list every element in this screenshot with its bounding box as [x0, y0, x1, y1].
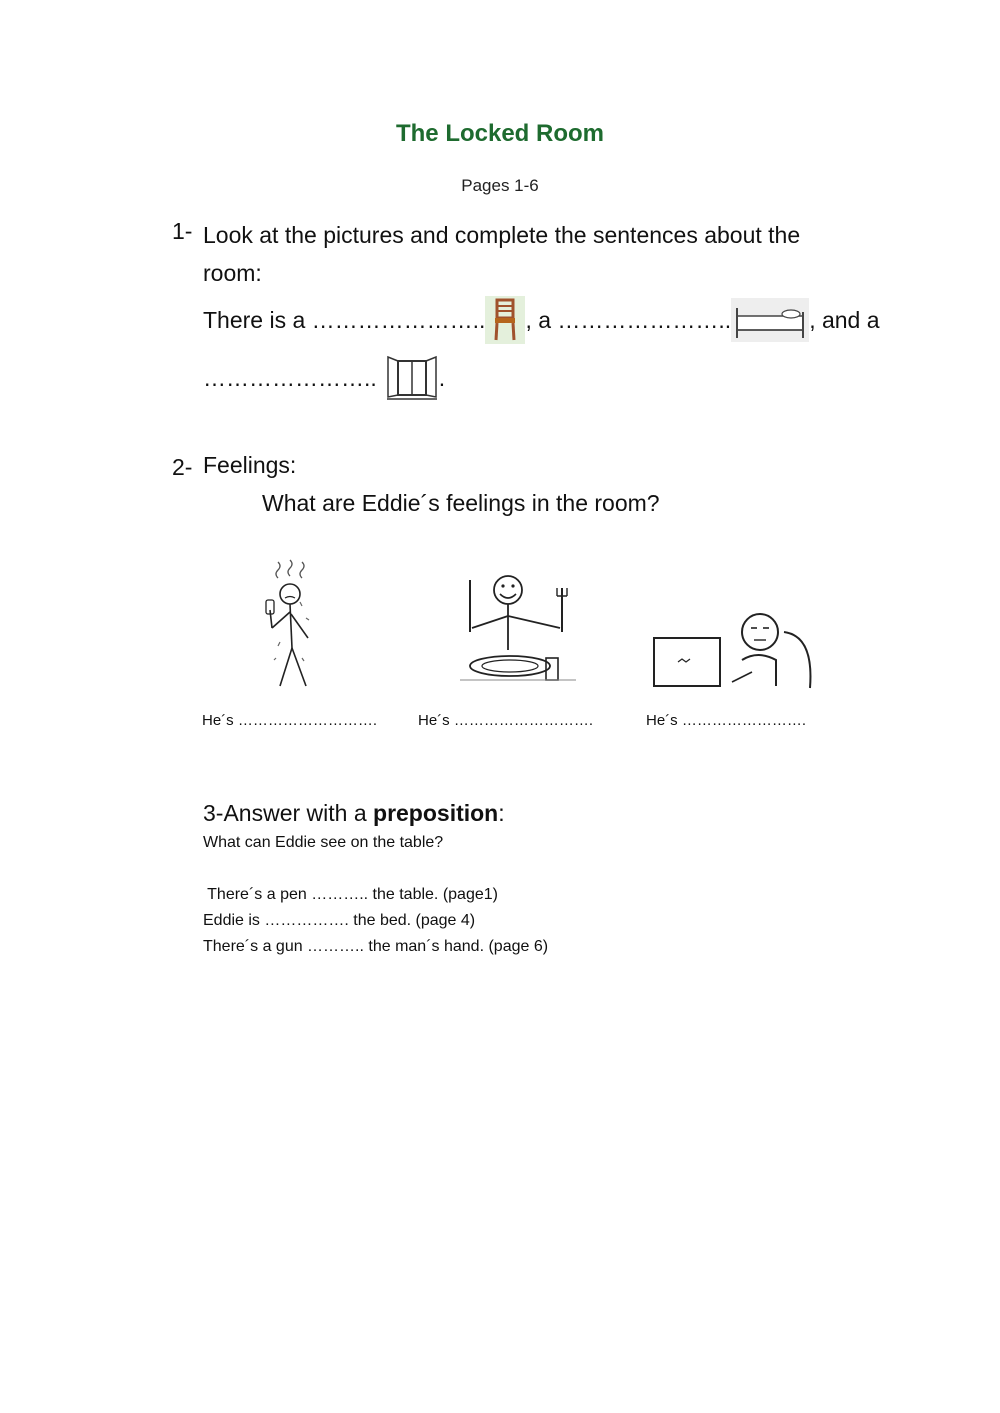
q2-caption-1: He´s ……………………….: [202, 712, 378, 729]
q1-sentence-end: .: [438, 364, 446, 391]
q3-line-3: There´s a gun ……….. the man´s hand. (page 6): [203, 938, 549, 955]
hungry-man-icon: [456, 566, 580, 695]
q1-sentence-part3: , and a: [809, 306, 880, 333]
chair-icon: [485, 296, 525, 344]
q1-sentence-line2: [203, 354, 445, 402]
bed-icon: [731, 298, 809, 342]
q2-caption-3: He´s …………………….: [646, 712, 807, 729]
q1-text-line2: room:: [203, 260, 262, 286]
q3-heading-suffix: :: [498, 800, 505, 826]
window-icon: [385, 355, 439, 401]
q1-sentence-part1: There is a …………………..: [203, 306, 486, 333]
q1-text-line1: Look at the pictures and complete the sentences about the: [203, 222, 801, 248]
q3-line-2: Eddie is ……………. the bed. (page 4): [203, 912, 476, 929]
q2-caption-2: He´s ……………………….: [418, 712, 594, 729]
worksheet-title: The Locked Room: [395, 120, 605, 147]
bored-man-icon: [648, 610, 818, 695]
q1-sentence-part4: …………………..: [203, 364, 377, 391]
q2-number: 2-: [172, 454, 193, 480]
q1-number: 1-: [172, 218, 193, 244]
q3-heading-bold: preposition: [373, 800, 499, 826]
worksheet-subtitle: Pages 1-6: [461, 176, 539, 195]
q3-question: What can Eddie see on the table?: [203, 834, 444, 851]
q3-heading-prefix: 3-Answer with a: [203, 800, 374, 826]
q3-line-1: There´s a pen ……….. the table. (page1): [203, 886, 498, 903]
q2-question: What are Eddie´s feelings in the room?: [262, 490, 660, 516]
q1-sentence-part2: , a …………………..: [525, 306, 732, 333]
q1-sentence-line1: [203, 294, 880, 346]
hot-sweating-man-icon: [240, 558, 340, 695]
q2-heading: Feelings:: [203, 452, 297, 478]
q3-heading: [203, 794, 505, 832]
